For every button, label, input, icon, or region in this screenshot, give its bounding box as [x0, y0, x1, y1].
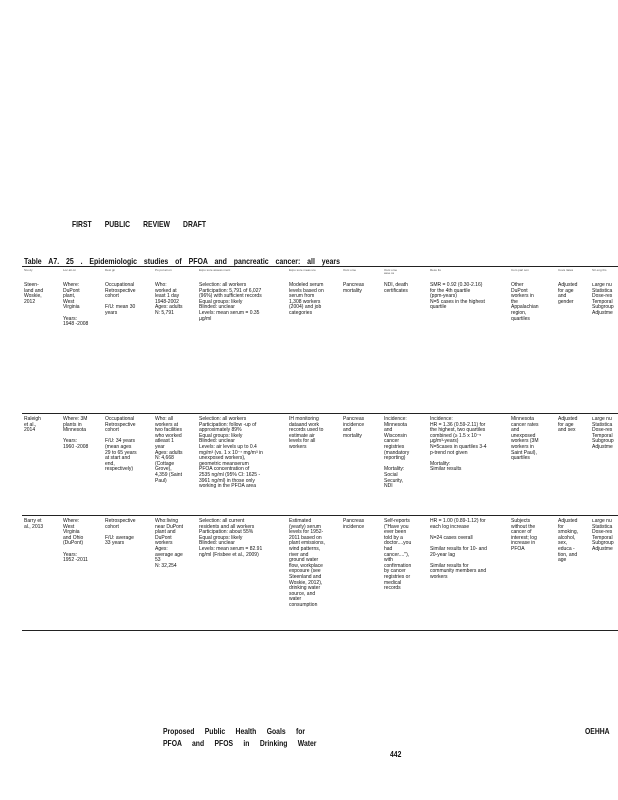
row1-comparison: Other DuPont workers in the Appalachian region, quartiles: [511, 282, 539, 322]
row3-population: Who:living near DuPont plant and DuPont workers Ages: average age 53 N: 32,254: [155, 518, 184, 569]
row3-covariates: Adjusted for smoking, alcohol, sex, educa - tion, and age: [558, 518, 579, 564]
row2-outcome: Pancreas incidence and mortality: [343, 416, 365, 439]
row2-covariates: Adjusted for age and sex: [558, 416, 578, 434]
row2-population: Who: all workers at two facilities who worked atleast 1 year Ages: adults N: 4,668 (Cottage Grove), 4,359 (Saint Paul): [155, 416, 183, 484]
col-header-exposure-measure: Expo sure meas ure: [289, 268, 316, 272]
row1-study: Steen- land and Woskie, 2012: [24, 282, 44, 305]
row3-exposure-measure: Estimated (yearly) serum levels for 1952- 2011 based on plant emissions, wind patterns, river and ground water flow, workplace exposure (see Steenland and Woskie, 2012), drinking water source, and water consumption: [289, 518, 325, 608]
col-header-study: Stu dy: [24, 268, 33, 272]
row-divider: [22, 413, 618, 414]
table-caption: Table A7. 25 . Epidemiologic studies of PFOA and pancreatic cancer: all years: [24, 256, 340, 266]
row2-exposure-measure: IH monitoring dataand work records used to estimate air levels for all workers: [289, 416, 324, 450]
row-divider: [22, 515, 618, 516]
col-header-location: Loc ati on: [63, 268, 77, 272]
row1-exposure-assessment: Selection: all workers Participation: 5,791 of 6,027 (96%) with sufficient records Equal groups: likely Blinded: unclear Levels: mean serum = 0.35 µg/ml: [199, 282, 262, 322]
row3-strengths: Large nu Statistica Dose-res Temporal Subgroup Adjustme: [592, 519, 614, 552]
row1-covariates: Adjusted for age and gender: [558, 282, 578, 305]
col-header-population: Po pul ati on: [155, 268, 172, 272]
table-top-rule: [22, 266, 618, 267]
footer-title-line1: Proposed Public Health Goals for: [163, 727, 306, 736]
row1-population: Who: worked at least 1 day 1948-2002 Ages: adults N: 5,791: [155, 282, 183, 316]
col-header-outcome-assess: Outc ome asse ss: [384, 268, 398, 275]
row3-outcome-assess: Self-reports ("Have you ever been told by a doctor....you had cancer...."), with confirmation by cancer registries or medical records: [384, 518, 412, 592]
footer-title-line2: PFOA and PFOS in Drinking Water: [163, 739, 317, 748]
row3-design: Retrospective cohort F/U: average 33 years: [105, 518, 136, 547]
row1-design: Occupational Retrospective cohort F/U: mean 30 years: [105, 282, 136, 316]
row1-strengths: Large nu Statistica Dose-res Temporal Subgroup Adjustme: [592, 283, 614, 316]
row2-comparison: Minnesota cancer rates and unexposed workers (3M workers in Saint Paul), quartiles: [511, 416, 539, 462]
table-bottom-rule: [22, 630, 618, 631]
row2-study: Raleigh et al., 2014: [24, 416, 41, 434]
row2-location: Where: 3M plants in Minnesota Years: 1960 -2008: [63, 416, 89, 450]
row1-location: Where: DuPont plant, West Virginia Years: 1948 -2008: [63, 282, 89, 328]
page-number: 442: [390, 750, 402, 759]
row1-results: SMR = 0.92 (0.30-2.16) for the 4th quartile (ppm-years) N=5 cases in the highest quartile: [430, 282, 485, 311]
row3-exposure-assessment: Selection: all current residents and all workers Participation: about 55% Equal groups: likely Blinded: unclear Levels: mean serum = 82.91 ng/ml (Frisbee et al., 2009): [199, 518, 263, 558]
row2-design: Occupational Retrospective cohort F/U: 34 years (mean ages 29 to 65 years at start and end, respectively): [105, 416, 137, 473]
col-header-strengths: Str eng ths: [592, 268, 607, 272]
row2-outcome-assess: Incidence: Minnesota and Wisconsin cancer registries (mandatory reporting) Mortality: Social Security, NDI: [384, 416, 410, 490]
footer-agency: OEHHA: [585, 727, 610, 736]
col-header-comparison: Com pari son: [511, 268, 529, 272]
row3-outcome: Pancreas incidence: [343, 518, 365, 530]
row2-results: Incidence: HR = 1.36 (0.59-2.11) for the highest, two quartiles combined (≥ 1.5 x 10⁻⁵ µg/m³-years) N=5cases in quartiles 3-4 p-trend not given Mortality: Similar results: [430, 416, 487, 473]
row3-comparison: Subjects without the cancer of interest; log increase in PFOA: [511, 518, 537, 552]
row1-exposure-measure: Modeled serum levels based on serum from 1,308 workers (2004) and job categories: [289, 282, 324, 316]
draft-header: FIRST PUBLIC REVIEW DRAFT: [72, 219, 207, 229]
col-header-outcome: Outc ome: [343, 268, 357, 272]
row2-strengths: Large nu Statistica Dose-res Temporal Subgroup Adjustme: [592, 417, 614, 450]
col-header-covariates: Cova riates: [558, 268, 574, 272]
row3-results: HR = 1.00 (0.89-1.12) for each log increase N=24 cases overall Similar results for 10- and 20-year lag Similar results for community members and workers: [430, 518, 487, 580]
col-header-results: Resu lts: [430, 268, 441, 272]
col-header-design: Desi gn: [105, 268, 116, 272]
row3-study: Barry et al., 2013: [24, 518, 44, 530]
col-header-exposure-assessment: Expo sure assess ment: [199, 268, 231, 272]
row1-outcome-assess: NDI, death certificates: [384, 282, 408, 294]
row3-location: Where: West Virginia and Ohio (DuPont) Years: 1952 -2011: [63, 518, 88, 564]
row1-outcome: Pancreas mortality: [343, 282, 365, 294]
row2-exposure-assessment: Selection: all workers Participation: follow -up of approximately 89% Equal groups: likely Blinded: unclear Levels: air levels up to 0.4 mg/m³ (vs. 1 x 10⁻⁷ mg/m³ in unexposed workers), geometric meanserum PFOA concentration of 2535 ng/ml (95% CI: 1625 - 3961 ng/ml) in those only working in the PFOA area: [199, 416, 263, 490]
